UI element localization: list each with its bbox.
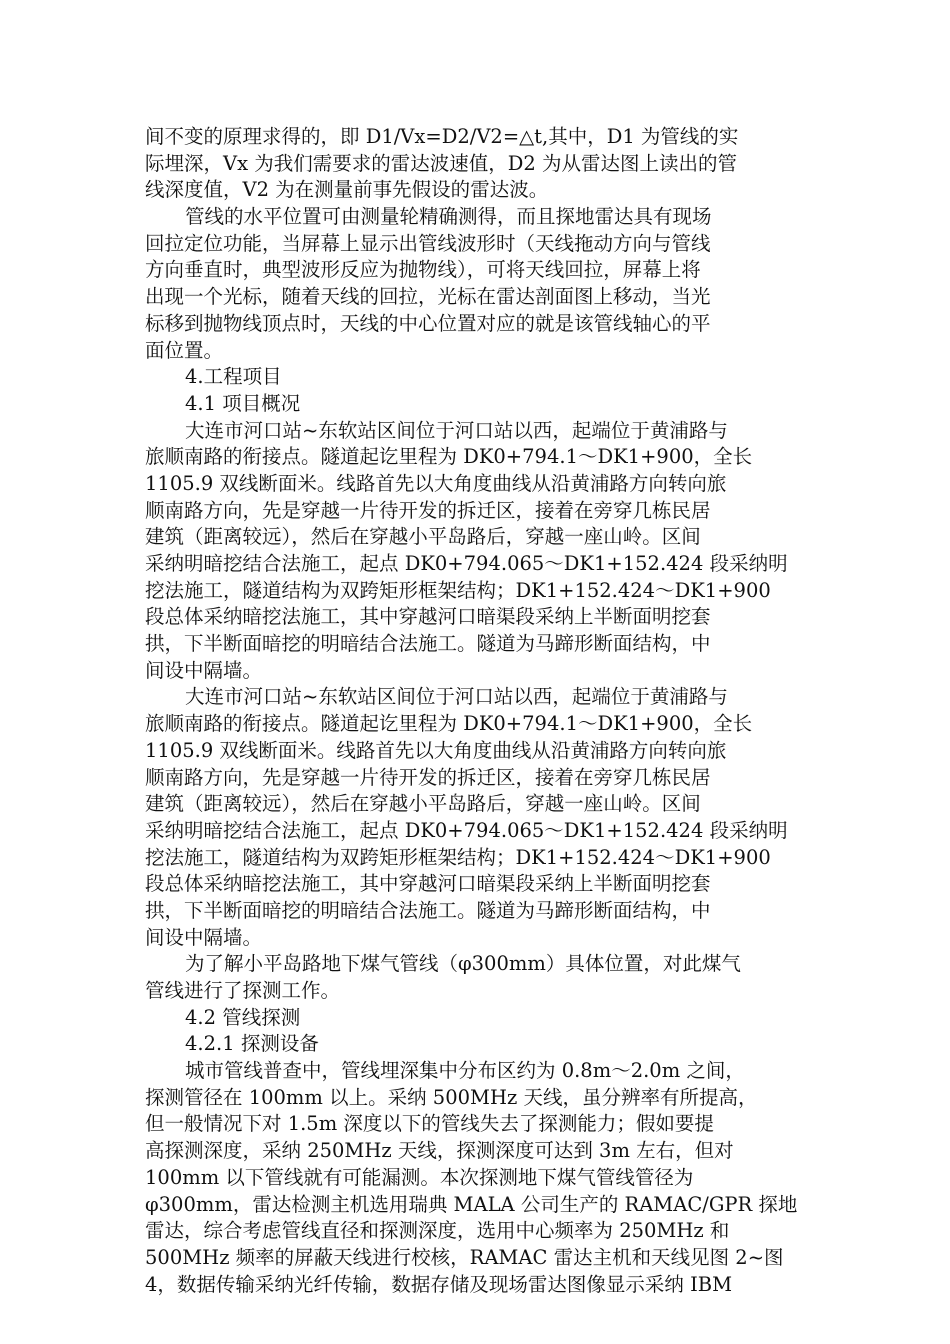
text-line: 面位置。: [145, 338, 224, 362]
text-line: 500MHz 频率的屏蔽天线进行校核，RAMAC 雷达主机和天线见图 2~图: [145, 1245, 784, 1269]
text-line: 4.工程项目: [185, 365, 282, 389]
text-line: 4，数据传输采纳光纤传输，数据存储及现场雷达图像显示采纳 IBM: [145, 1272, 733, 1296]
text-line: 挖法施工，隧道结构为双跨矩形框架结构；DK1+152.424～DK1+900: [145, 845, 771, 869]
text-line: 城市管线普查中，管线埋深集中分布区约为 0.8m～2.0m 之间，: [185, 1059, 745, 1083]
text-line: 1105.9 双线断面米。线路首先以大角度曲线从沿黄浦路方向转向旅: [145, 471, 727, 495]
text-line: 4.2 管线探测: [185, 1005, 301, 1029]
text-line: φ300mm，雷达检测主机选用瑞典 MALA 公司生产的 RAMAC/GPR 探地: [145, 1192, 798, 1216]
text-line: 方向垂直时，典型波形反应为抛物线），可将天线回拉，屏幕上将: [145, 258, 701, 282]
text-line: 100mm 以下管线就有可能漏测。本次探测地下煤气管线管径为: [145, 1165, 694, 1189]
text-line: 管线的水平位置可由测量轮精确测得，而且探地雷达具有现场: [185, 205, 712, 229]
text-line: 间设中隔墙。: [145, 658, 263, 682]
text-line: 际埋深，Vx 为我们需要求的雷达波速值，D2 为从雷达图上读出的管: [145, 151, 738, 175]
text-line: 为了解小平岛路地下煤气管线（φ300mm）具体位置，对此煤气: [185, 952, 741, 976]
text-line: 采纳明暗挖结合法施工，起点 DK0+794.065～DK1+152.424 段采纳明: [145, 552, 788, 575]
text-line: 间不变的原理求得的，即 D1/Vx=D2/V2=△t,其中，D1 为管线的实: [145, 125, 739, 148]
text-line: 雷达，综合考虑管线直径和探测深度，选用中心频率为 250MHz 和: [145, 1219, 730, 1243]
text-line: 间设中隔墙。: [145, 925, 263, 949]
text-line: 顺南路方向，先是穿越一片待开发的拆迁区，接着在旁穿几栋民居: [145, 765, 711, 789]
text-line: 大连市河口站~东软站区间位于河口站以西，起端位于黄浦路与: [185, 685, 728, 709]
text-line: 1105.9 双线断面米。线路首先以大角度曲线从沿黄浦路方向转向旅: [145, 738, 727, 762]
text-line: 顺南路方向，先是穿越一片待开发的拆迁区，接着在旁穿几栋民居: [145, 498, 711, 522]
text-line: 线深度值，V2 为在测量前事先假设的雷达波。: [145, 178, 549, 202]
text-line: 但一般情况下对 1.5m 深度以下的管线失去了探测能力；假如要提: [145, 1112, 714, 1136]
text-line: 建筑（距离较远），然后在穿越小平岛路后，穿越一座山岭。区间: [145, 792, 701, 816]
text-line: 旅顺南路的衔接点。隧道起讫里程为 DK0+794.1～DK1+900，全长: [145, 445, 753, 469]
text-line: 高探测深度，采纳 250MHz 天线，探测深度可达到 3m 左右，但对: [145, 1139, 734, 1163]
text-line: 旅顺南路的衔接点。隧道起讫里程为 DK0+794.1～DK1+900，全长: [145, 712, 753, 736]
text-line: 4.2.1 探测设备: [185, 1032, 319, 1056]
text-line: 大连市河口站~东软站区间位于河口站以西，起端位于黄浦路与: [185, 418, 728, 442]
text-line: 挖法施工，隧道结构为双跨矩形框架结构；DK1+152.424～DK1+900: [145, 578, 771, 602]
text-line: 出现一个光标，随着天线的回拉，光标在雷达剖面图上移动，当光: [145, 285, 711, 309]
text-line: 段总体采纳暗挖法施工，其中穿越河口暗渠段采纳上半断面明挖套: [145, 605, 711, 629]
text-line: 回拉定位功能，当屏幕上显示出管线波形时（天线拖动方向与管线: [145, 231, 711, 255]
text-line: 建筑（距离较远），然后在穿越小平岛路后，穿越一座山岭。区间: [145, 525, 701, 549]
text-line: 探测管径在 100mm 以上。采纳 500MHz 天线，虽分辨率有所提高，: [145, 1085, 758, 1109]
text-line: 段总体采纳暗挖法施工，其中穿越河口暗渠段采纳上半断面明挖套: [145, 872, 711, 896]
text-line: 采纳明暗挖结合法施工，起点 DK0+794.065～DK1+152.424 段采纳明: [145, 818, 788, 842]
text-line: 4.1 项目概况: [185, 391, 301, 415]
text-line: 拱，下半断面暗挖的明暗结合法施工。隧道为马蹄形断面结构，中: [145, 632, 711, 656]
text-line: 标移到抛物线顶点时，天线的中心位置对应的就是该管线轴心的平: [145, 311, 711, 335]
text-line: 拱，下半断面暗挖的明暗结合法施工。隧道为马蹄形断面结构，中: [145, 898, 711, 922]
text-line: 管线进行了探测工作。: [145, 979, 341, 1002]
document-body: [145, 124, 805, 1298]
